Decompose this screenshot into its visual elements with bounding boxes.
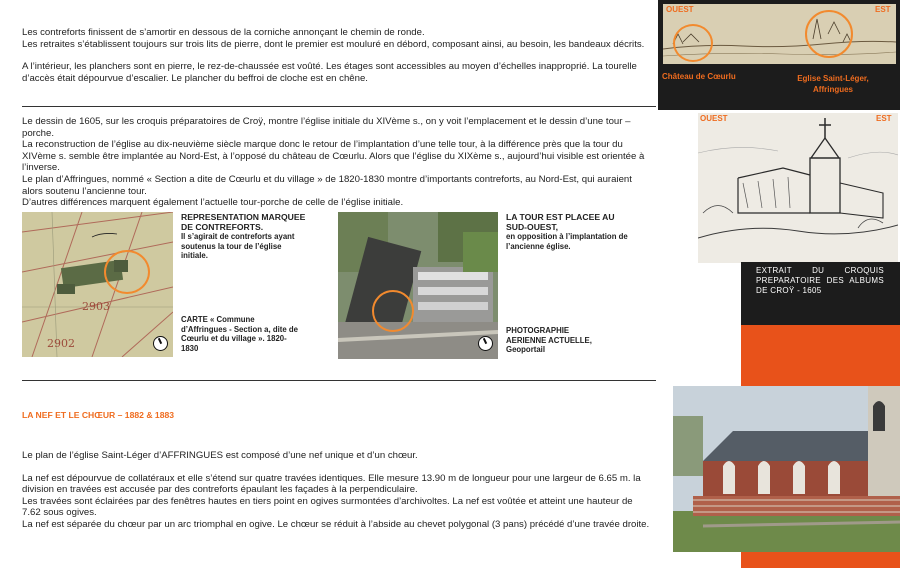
aerial-source <box>506 326 596 355</box>
nave-paragraph-2: La nef est dépourvue de collatéraux et elle s’étend sur quatre travées identiques. Elle mesure 13.90 m de longueur pour une largeur de 6.65 m. la division en travées est accusée par des contreforts épaulant les façades à la perpendiculaire. <box>22 472 641 496</box>
aerial-caption-text: en opposition à l’implantation de l’ancienne église. <box>506 232 628 251</box>
map-parcel-2903: 2903 <box>82 300 110 313</box>
mid-sketch-east-label: EST <box>876 114 892 123</box>
aerial-photo-image <box>338 212 498 359</box>
map-parcel-2902: 2902 <box>47 337 75 350</box>
chateau-label: Château de Cœurlu <box>662 72 736 81</box>
aerial-caption-title: LA TOUR EST PLACEE AU SUD-OUEST, <box>506 212 615 232</box>
mid-sketch-west-label: OUEST <box>700 114 728 123</box>
map-caption <box>181 212 306 261</box>
map-caption-title: REPRESENTATION MARQUEE DE CONTREFORTS. <box>181 212 306 232</box>
intro-paragraph-1: Les contreforts finissent de s’amortir en dessous de la corniche annonçant le chemin de ronde. <box>22 27 425 38</box>
intro-paragraph-3: A l’intérieur, les planchers sont en pierre, le rez-de-chaussée est voûté. Les étages sont accessibles au moyen d’échelles inapproprié. La tourelle d’accès était dépourvue d’escalier. Le plancher du beffroi de cloche est en chêne. <box>22 61 637 84</box>
map-source-text: CARTE « Commune d’Affringues - Section a, dite de Cœurlu et du village ». 1820-1830 <box>181 315 298 353</box>
divider-1 <box>22 106 656 107</box>
nave-paragraph-3: Les travées sont éclairées par des fenêtres hautes en tiers point en ogives surmontées d’archivoltes. La nef est voûtée et atteint une hauteur de 7.62 sous ogives. <box>22 495 633 519</box>
highlight-circle <box>104 250 150 294</box>
map-source <box>181 315 299 353</box>
top-sketch-east-label: EST <box>875 5 891 14</box>
section2-paragraph-3: Le plan d’Affringues, nommé « Section a dite de Cœurlu et du village » de 1820-1830 montre d’importants contreforts, au Nord-Est, qui auraient alors soutenu l’ancienne tour. <box>22 173 632 197</box>
nave-heading: LA NEF ET LE CHŒUR – 1882 & 1883 <box>22 410 175 420</box>
section2-paragraph-4: D’autres différences marquent également l’actuelle tour-porche de celle de l’église initiale. <box>22 197 404 209</box>
nave-paragraph-1: Le plan de l’église Saint-Léger d’AFFRINGUES est composé d’une nef unique et d’un chœur. <box>22 450 418 461</box>
church-circle <box>805 10 853 58</box>
aerial-caption <box>506 212 634 251</box>
section2-paragraph-1: Le dessin de 1605, sur les croquis préparatoires de Croÿ, montre l’église initiale du XIVème s., on y voit l’emplacement et le dessin d’une tour – porche. <box>22 116 631 139</box>
nave-paragraph-4: La nef est séparée du chœur par un arc triomphal en ogive. Le chœur se réduit à l’abside au chevet polygonal (3 pans) précédé d’une travée droite. <box>22 518 650 530</box>
top-sketch-image <box>663 4 896 64</box>
chateau-circle <box>673 24 713 62</box>
top-sketch-west-label: OUEST <box>666 5 694 14</box>
cadastral-map-image <box>22 212 173 357</box>
divider-2 <box>22 380 656 381</box>
sketch-caption: EXTRAIT DU CROQUIS PREPARATOIRE DES ALBUMS DE CROŸ - 1605 <box>756 266 884 295</box>
church-photo-drawing <box>673 386 900 552</box>
tower-highlight-circle <box>372 290 414 332</box>
church-label: Eglise Saint-Léger, Affringues <box>797 74 869 94</box>
aerial-source-text: PHOTOGRAPHIE AERIENNE ACTUELLE, Geoportail <box>506 326 592 355</box>
church-photo-image <box>673 386 900 552</box>
map-caption-text: Il s’agirait de contreforts ayant soutenus la tour de l’église initiale. <box>181 232 295 261</box>
nave-block <box>22 450 652 531</box>
section2-block <box>22 116 654 209</box>
section2-paragraph-2: La reconstruction de l’église au dix-neuvième siècle marque donc le retour de l’implantation d’une telle tour, à la différence près que la tour du XIVème s. semble être implantée au Nord-Est, à l’opposé du château de Cœurlu. Alors que l’église du XIXème s., aujourd’hui visible est orientée à l’inverse. <box>22 139 645 174</box>
aerial-photo-drawing <box>338 212 498 359</box>
intro-block <box>22 27 652 84</box>
mid-sketch-image <box>698 113 898 263</box>
mid-sketch-drawing <box>698 113 898 263</box>
cadastral-map-drawing <box>22 212 173 357</box>
north-arrow-icon <box>153 336 168 351</box>
north-arrow-icon <box>478 336 493 351</box>
intro-paragraph-2: Les retraites s’établissent toujours sur trois lits de pierre, dont le premier est mouluré en débord, composant ainsi, au besoin, les bandeaux décrits. <box>22 38 645 50</box>
